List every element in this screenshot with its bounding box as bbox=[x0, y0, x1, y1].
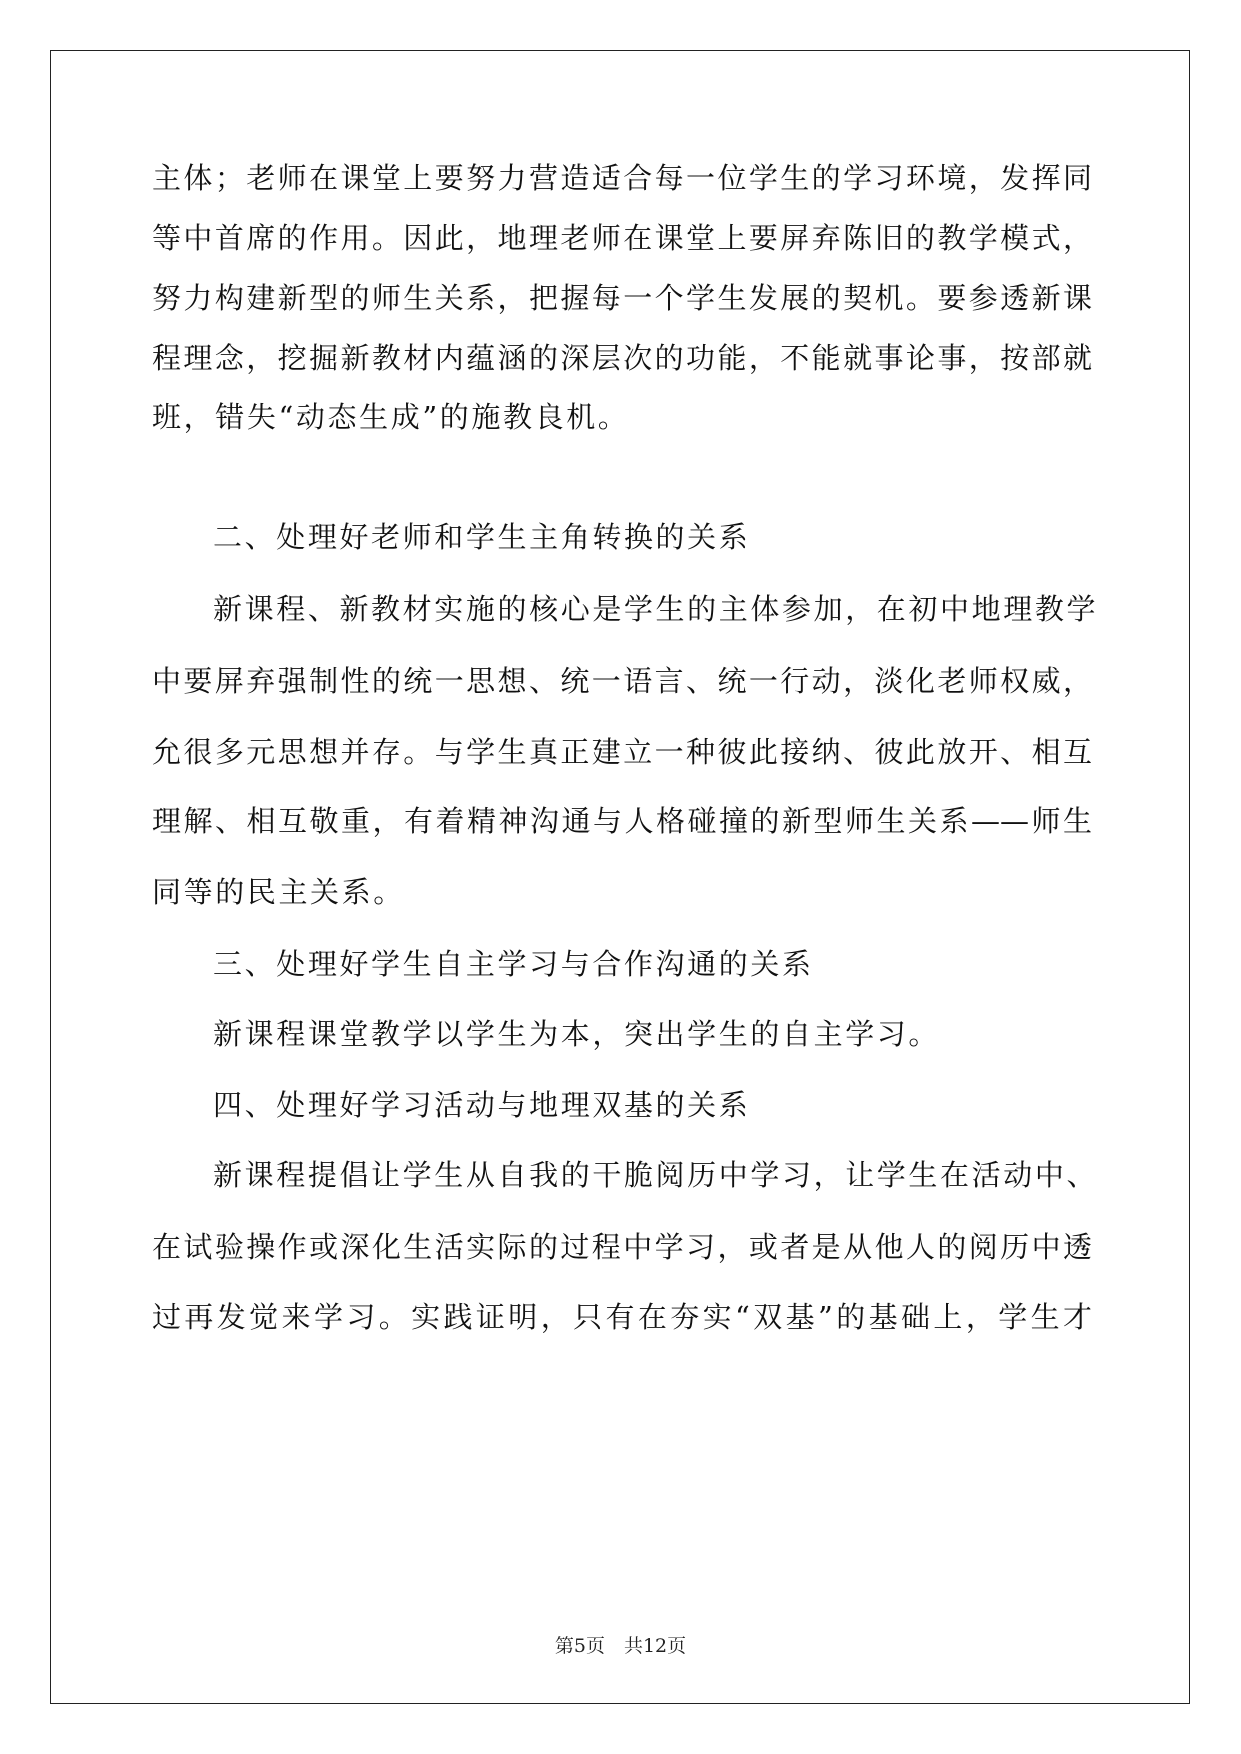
paragraph-line: 等中首席的作用。因此，地理老师在课堂上要屏弃陈旧的教学模式， bbox=[152, 221, 1092, 255]
section-heading: 二、处理好老师和学生主角转换的关系 bbox=[213, 520, 751, 554]
page-number-footer: 第5页 共12页 bbox=[554, 1635, 687, 1657]
section-heading: 四、处理好学习活动与地理双基的关系 bbox=[213, 1088, 751, 1122]
paragraph-line: 新课程课堂教学以学生为本，突出学生的自主学习。 bbox=[213, 1017, 941, 1051]
paragraph-line: 理解、相互敬重，有着精神沟通与人格碰撞的新型师生关系——师生 bbox=[152, 804, 1092, 838]
paragraph-line: 努力构建新型的师生关系，把握每一个学生发展的契机。要参透新课 bbox=[152, 281, 1092, 315]
paragraph-line: 新课程、新教材实施的核心是学生的主体参加，在初中地理教学 bbox=[213, 592, 1099, 626]
paragraph-line: 新课程提倡让学生从自我的干脆阅历中学习，让学生在活动中、 bbox=[213, 1158, 1099, 1192]
paragraph-line: 程理念，挖掘新教材内蕴涵的深层次的功能，不能就事论事，按部就 bbox=[152, 341, 1092, 375]
section-heading: 三、处理好学生自主学习与合作沟通的关系 bbox=[213, 947, 814, 981]
paragraph-line: 班，错失“动态生成”的施教良机。 bbox=[152, 400, 630, 434]
paragraph-line: 同等的民主关系。 bbox=[152, 875, 405, 909]
paragraph-line: 主体；老师在课堂上要努力营造适合每一位学生的学习环境，发挥同 bbox=[152, 161, 1092, 195]
paragraph-line: 允很多元思想并存。与学生真正建立一种彼此接纳、彼此放开、相互 bbox=[152, 735, 1092, 769]
paragraph-line: 过再发觉来学习。实践证明，只有在夯实“双基”的基础上，学生才 bbox=[152, 1300, 1092, 1334]
paragraph-line: 在试验操作或深化生活实际的过程中学习，或者是从他人的阅历中透 bbox=[152, 1230, 1092, 1264]
paragraph-line: 中要屏弃强制性的统一思想、统一语言、统一行动，淡化老师权威， bbox=[152, 664, 1092, 698]
